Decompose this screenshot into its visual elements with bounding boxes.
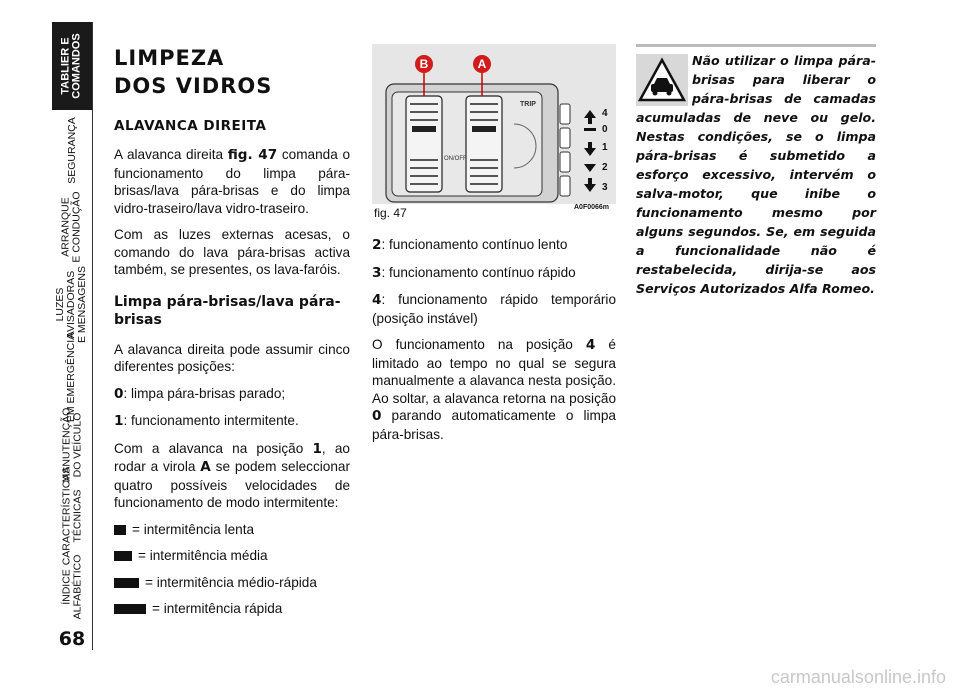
speed-bar-icon: [114, 551, 132, 561]
page-number: 68: [58, 628, 86, 650]
tab-luzes-avisadoras[interactable]: LUZES AVISADORAS E MENSAGENS: [54, 265, 89, 343]
label-b: B: [419, 57, 429, 71]
warning-box: [636, 44, 876, 298]
stalk-diagram: [372, 44, 616, 204]
figure-reference[interactable]: fig. 47: [227, 147, 278, 163]
position-item: 1: funcionamento intermitente.: [114, 413, 299, 429]
warning-icon: [636, 51, 692, 107]
tab-em-emergencia[interactable]: EM EMERGÊNCIA: [65, 332, 78, 422]
section-heading: ALAVANCA DIREITA: [114, 118, 267, 134]
position-item: 3: funcionamento contínuo rápido: [372, 264, 576, 281]
paragraph: A alavanca direita pode assumir cinco diferentes posições:: [114, 341, 350, 374]
position-item: 2: funcionamento contínuo lento: [372, 237, 568, 253]
position-item: 0: limpa pára-brisas parado;: [114, 385, 286, 402]
scale-2: 2: [602, 162, 608, 173]
tab-caracteristicas-tecnicas[interactable]: CARACTERÍSTICAS TÉCNICAS: [60, 466, 84, 566]
onoff-label: ON/OFF: [444, 156, 467, 162]
main-column-middle: [372, 236, 616, 452]
paragraph: Com a alavanca na posição 1, ao rodar a virola A se podem seleccionar quatro possíveis velocidades de funcionamento de modo intermitente:: [114, 440, 350, 510]
scale-4: 4: [602, 108, 608, 119]
figure-47: [372, 44, 616, 204]
paragraph: O funcionamento na posição 4 é limitado ao tempo no qual se segura manualmente a alavanca nesta posição. Ao soltar, a alavanca retorna na posição 0 parando automaticamente o limpa pára-brisas.: [372, 337, 616, 442]
tab-indice-alfabetico[interactable]: ÍNDICE ALFABÉTICO: [60, 554, 83, 620]
speed-bar-icon: [114, 578, 139, 588]
watermark: carmanualsonline.info: [770, 667, 946, 687]
tab-arranque-e-conducao[interactable]: ARRANQUE E CONDUÇÃO: [60, 191, 83, 263]
speed-item: = intermitência rápida: [114, 600, 350, 618]
tab-tablier-e-comandos[interactable]: TABLIER E COMANDOS: [52, 22, 92, 110]
speed-bar-icon: [114, 525, 126, 535]
warning-text: Não utilizar o limpa pára-brisas para liberar o pára-brisas de camadas acumuladas de neve ou gelo. Nestas condições, se o limpa pára-brisas é submetido a esforço excessivo, intervém o salva-motor, que inibe o funcionamento mesmo por alguns segundos. Se, em seguida a funcionalidade não é restabelecida, dirija-se aos Serviços Autorizados Alfa Romeo.: [636, 53, 876, 296]
speed-bar-icon: [114, 604, 146, 614]
speed-item: = intermitência médio-rápida: [114, 574, 350, 592]
scale-0: 0: [602, 124, 608, 135]
sidebar-divider: [92, 22, 93, 650]
paragraph: Com as luzes externas acesas, o comando do lava pára-brisas activa também, se presentes, os lava-faróis.: [114, 227, 350, 277]
figure-caption: fig. 47: [374, 206, 407, 220]
warning-rule: [636, 44, 876, 47]
trip-label: TRIP: [520, 101, 536, 108]
label-a: A: [477, 57, 487, 71]
tab-manutencao-do-veiculo[interactable]: MANUTENÇÃO DO VEÍCULO: [60, 407, 84, 483]
paragraph: A alavanca direita fig. 47 comanda o funcionamento do limpa pára-brisas/lava pára-brisas e do limpa vidro-traseiro/lava vidro-traseiro.: [114, 147, 350, 216]
subsection-heading: Limpa pára-brisas/lava pára-brisas: [114, 293, 341, 328]
main-column-left: [114, 44, 350, 627]
scale-1: 1: [602, 142, 608, 153]
position-item: 4: funcionamento rápido temporário (posição instável): [372, 292, 616, 326]
speed-item: = intermitência média: [114, 547, 350, 565]
chapter-sidebar: [0, 0, 92, 692]
page-title: LIMPEZA DOS VIDROS: [114, 46, 273, 98]
scale-3: 3: [602, 182, 608, 193]
speed-item: = intermitência lenta: [114, 521, 350, 539]
tab-seguranca[interactable]: SEGURANÇA: [65, 116, 78, 184]
figure-code: A0F0066m: [574, 204, 610, 211]
